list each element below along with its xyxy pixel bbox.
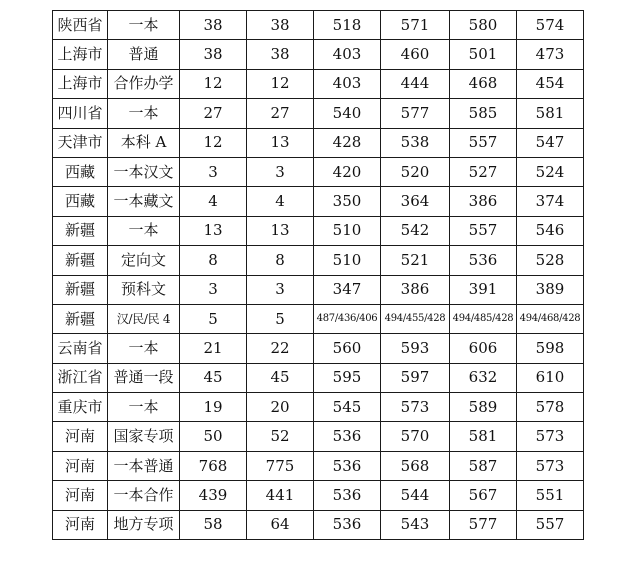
table-row [53, 481, 584, 510]
table-row [53, 510, 584, 539]
min-score-cell: 386 [381, 275, 450, 304]
plan-count-cell: 12 [180, 128, 247, 157]
table-body [53, 11, 584, 540]
max-score-cell: 494/485/428 [450, 304, 517, 333]
plan-count-cell: 58 [180, 510, 247, 539]
min-score-cell: 444 [381, 69, 450, 98]
control-line-cell: 510 [314, 246, 381, 275]
max-score-cell: 606 [450, 334, 517, 363]
batch-cell: 一本汉文 [108, 157, 180, 186]
avg-score-cell: 551 [517, 481, 584, 510]
batch-cell: 一本藏文 [108, 187, 180, 216]
batch-cell: 一本 [108, 334, 180, 363]
province-cell: 重庆市 [53, 393, 108, 422]
enrolled-count-cell: 3 [247, 157, 314, 186]
province-cell: 新疆 [53, 304, 108, 333]
enrolled-count-cell: 27 [247, 99, 314, 128]
avg-score-cell: 389 [517, 275, 584, 304]
min-score-cell: 543 [381, 510, 450, 539]
enrolled-count-cell: 38 [247, 11, 314, 40]
table-row [53, 40, 584, 69]
control-line-cell: 536 [314, 481, 381, 510]
table-row [53, 304, 584, 333]
plan-count-cell: 27 [180, 99, 247, 128]
table-row [53, 334, 584, 363]
plan-count-cell: 3 [180, 157, 247, 186]
province-cell: 浙江省 [53, 363, 108, 392]
min-score-cell: 568 [381, 451, 450, 480]
province-cell: 西藏 [53, 187, 108, 216]
max-score-cell: 501 [450, 40, 517, 69]
max-score-cell: 557 [450, 216, 517, 245]
control-line-cell: 560 [314, 334, 381, 363]
plan-count-cell: 768 [180, 451, 247, 480]
enrolled-count-cell: 38 [247, 40, 314, 69]
table-row [53, 216, 584, 245]
min-score-cell: 494/455/428 [381, 304, 450, 333]
control-line-cell: 403 [314, 40, 381, 69]
avg-score-cell: 578 [517, 393, 584, 422]
province-cell: 四川省 [53, 99, 108, 128]
batch-cell: 汉/民/民 4 [108, 304, 180, 333]
control-line-cell: 487/436/406 [314, 304, 381, 333]
avg-score-cell: 581 [517, 99, 584, 128]
table-row [53, 157, 584, 186]
control-line-cell: 536 [314, 422, 381, 451]
enrolled-count-cell: 13 [247, 216, 314, 245]
max-score-cell: 527 [450, 157, 517, 186]
batch-cell: 一本 [108, 216, 180, 245]
control-line-cell: 518 [314, 11, 381, 40]
province-cell: 河南 [53, 422, 108, 451]
table-row [53, 99, 584, 128]
enrolled-count-cell: 64 [247, 510, 314, 539]
control-line-cell: 428 [314, 128, 381, 157]
enrolled-count-cell: 45 [247, 363, 314, 392]
plan-count-cell: 3 [180, 275, 247, 304]
max-score-cell: 632 [450, 363, 517, 392]
province-cell: 上海市 [53, 69, 108, 98]
table-row [53, 393, 584, 422]
min-score-cell: 593 [381, 334, 450, 363]
min-score-cell: 577 [381, 99, 450, 128]
min-score-cell: 542 [381, 216, 450, 245]
enrolled-count-cell: 441 [247, 481, 314, 510]
enrolled-count-cell: 52 [247, 422, 314, 451]
control-line-cell: 403 [314, 69, 381, 98]
control-line-cell: 347 [314, 275, 381, 304]
min-score-cell: 571 [381, 11, 450, 40]
table-row [53, 187, 584, 216]
enrolled-count-cell: 12 [247, 69, 314, 98]
avg-score-cell: 573 [517, 451, 584, 480]
min-score-cell: 544 [381, 481, 450, 510]
avg-score-cell: 546 [517, 216, 584, 245]
table-row [53, 69, 584, 98]
plan-count-cell: 13 [180, 216, 247, 245]
enrolled-count-cell: 775 [247, 451, 314, 480]
max-score-cell: 589 [450, 393, 517, 422]
table-row [53, 451, 584, 480]
plan-count-cell: 38 [180, 40, 247, 69]
admission-scores-table [52, 10, 584, 540]
avg-score-cell: 374 [517, 187, 584, 216]
min-score-cell: 521 [381, 246, 450, 275]
enrolled-count-cell: 20 [247, 393, 314, 422]
avg-score-cell: 557 [517, 510, 584, 539]
batch-cell: 一本 [108, 393, 180, 422]
enrolled-count-cell: 5 [247, 304, 314, 333]
max-score-cell: 580 [450, 11, 517, 40]
batch-cell: 一本普通 [108, 451, 180, 480]
control-line-cell: 536 [314, 451, 381, 480]
min-score-cell: 570 [381, 422, 450, 451]
control-line-cell: 536 [314, 510, 381, 539]
min-score-cell: 364 [381, 187, 450, 216]
province-cell: 上海市 [53, 40, 108, 69]
batch-cell: 一本合作 [108, 481, 180, 510]
batch-cell: 普通一段 [108, 363, 180, 392]
batch-cell: 一本 [108, 11, 180, 40]
max-score-cell: 577 [450, 510, 517, 539]
max-score-cell: 557 [450, 128, 517, 157]
batch-cell: 一本 [108, 99, 180, 128]
batch-cell: 普通 [108, 40, 180, 69]
max-score-cell: 581 [450, 422, 517, 451]
table-row [53, 363, 584, 392]
batch-cell: 本科 A [108, 128, 180, 157]
control-line-cell: 350 [314, 187, 381, 216]
max-score-cell: 391 [450, 275, 517, 304]
avg-score-cell: 454 [517, 69, 584, 98]
min-score-cell: 538 [381, 128, 450, 157]
avg-score-cell: 528 [517, 246, 584, 275]
plan-count-cell: 8 [180, 246, 247, 275]
enrolled-count-cell: 13 [247, 128, 314, 157]
max-score-cell: 386 [450, 187, 517, 216]
max-score-cell: 468 [450, 69, 517, 98]
min-score-cell: 573 [381, 393, 450, 422]
avg-score-cell: 494/468/428 [517, 304, 584, 333]
min-score-cell: 520 [381, 157, 450, 186]
max-score-cell: 587 [450, 451, 517, 480]
avg-score-cell: 573 [517, 422, 584, 451]
plan-count-cell: 45 [180, 363, 247, 392]
avg-score-cell: 574 [517, 11, 584, 40]
table-row [53, 422, 584, 451]
table-row [53, 128, 584, 157]
province-cell: 西藏 [53, 157, 108, 186]
table-row [53, 11, 584, 40]
plan-count-cell: 19 [180, 393, 247, 422]
avg-score-cell: 598 [517, 334, 584, 363]
plan-count-cell: 21 [180, 334, 247, 363]
min-score-cell: 597 [381, 363, 450, 392]
control-line-cell: 510 [314, 216, 381, 245]
province-cell: 新疆 [53, 275, 108, 304]
table-row [53, 246, 584, 275]
plan-count-cell: 50 [180, 422, 247, 451]
avg-score-cell: 524 [517, 157, 584, 186]
control-line-cell: 545 [314, 393, 381, 422]
enrolled-count-cell: 4 [247, 187, 314, 216]
avg-score-cell: 547 [517, 128, 584, 157]
plan-count-cell: 12 [180, 69, 247, 98]
plan-count-cell: 439 [180, 481, 247, 510]
batch-cell: 地方专项 [108, 510, 180, 539]
enrolled-count-cell: 22 [247, 334, 314, 363]
enrolled-count-cell: 8 [247, 246, 314, 275]
avg-score-cell: 610 [517, 363, 584, 392]
province-cell: 河南 [53, 510, 108, 539]
control-line-cell: 540 [314, 99, 381, 128]
batch-cell: 定向文 [108, 246, 180, 275]
province-cell: 河南 [53, 481, 108, 510]
plan-count-cell: 5 [180, 304, 247, 333]
province-cell: 陕西省 [53, 11, 108, 40]
province-cell: 新疆 [53, 216, 108, 245]
batch-cell: 合作办学 [108, 69, 180, 98]
table-row [53, 275, 584, 304]
province-cell: 河南 [53, 451, 108, 480]
plan-count-cell: 4 [180, 187, 247, 216]
max-score-cell: 567 [450, 481, 517, 510]
province-cell: 新疆 [53, 246, 108, 275]
enrolled-count-cell: 3 [247, 275, 314, 304]
province-cell: 云南省 [53, 334, 108, 363]
min-score-cell: 460 [381, 40, 450, 69]
batch-cell: 预科文 [108, 275, 180, 304]
batch-cell: 国家专项 [108, 422, 180, 451]
max-score-cell: 585 [450, 99, 517, 128]
avg-score-cell: 473 [517, 40, 584, 69]
control-line-cell: 595 [314, 363, 381, 392]
max-score-cell: 536 [450, 246, 517, 275]
control-line-cell: 420 [314, 157, 381, 186]
plan-count-cell: 38 [180, 11, 247, 40]
province-cell: 天津市 [53, 128, 108, 157]
